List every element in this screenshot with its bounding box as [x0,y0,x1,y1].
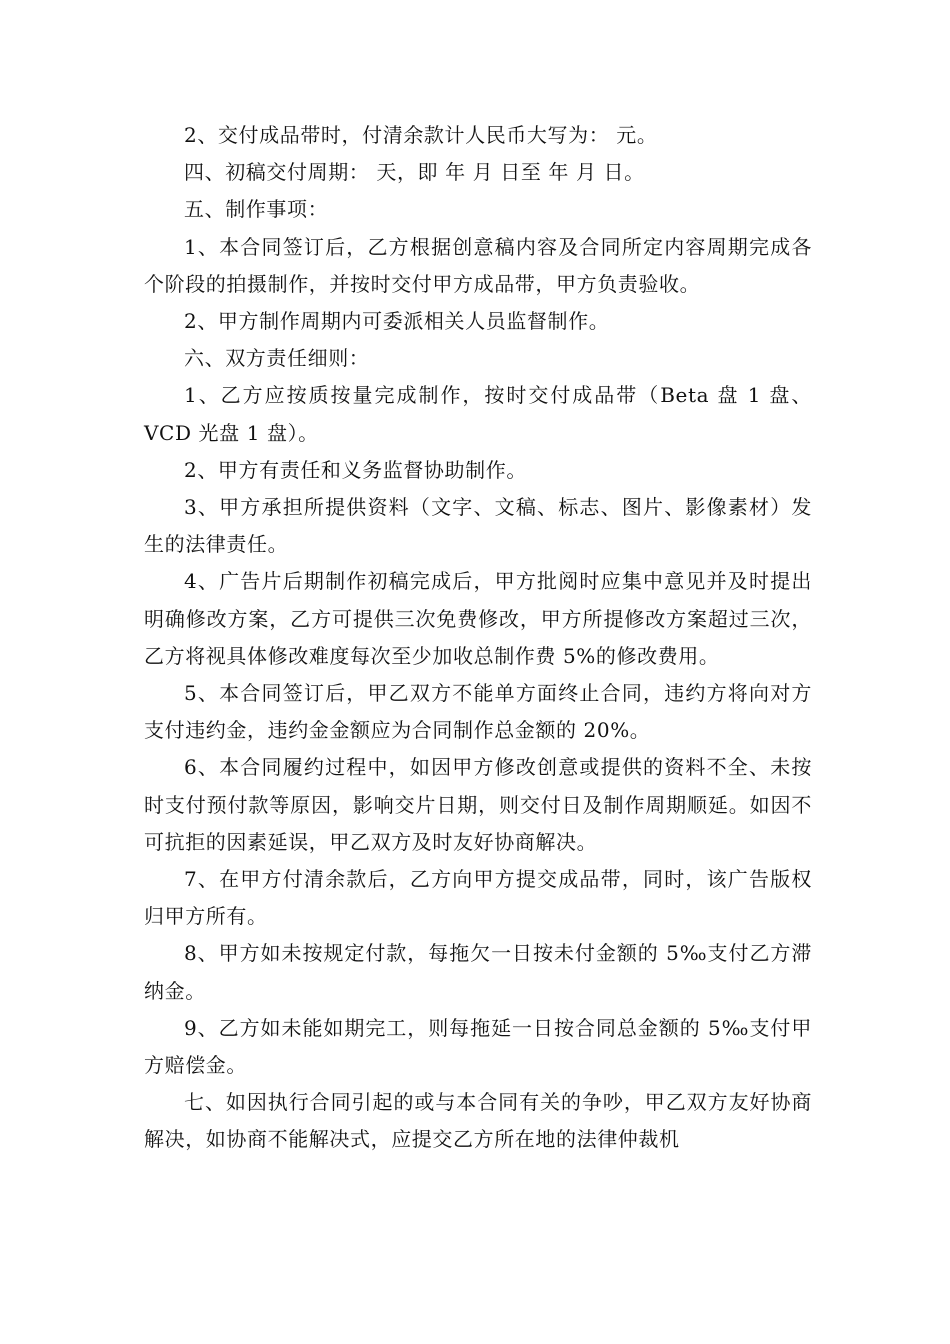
paragraph-responsibility-7: 7、在甲方付清余款后，乙方向甲方提交成品带，同时，该广告版权归甲方所有。 [144,867,812,929]
paragraph-responsibility-4: 4、广告片后期制作初稿完成后，甲方批阅时应集中意见并及时提出明确修改方案，乙方可提供三次免费修改，甲方所提修改方案超过三次，乙方将视具体修改难度每次至少加收总制作费 5%的修改费用。 [144,569,812,668]
paragraph-production-1: 1、本合同签订后，乙方根据创意稿内容及合同所定内容周期完成各个阶段的拍摄制作，并按时交付甲方成品带，甲方负责验收。 [144,234,812,296]
paragraph-responsibility-8: 8、甲方如未按规定付款，每拖欠一日按未付金额的 5‰支付乙方滞纳金。 [144,941,812,1003]
paragraph-responsibility-5: 5、本合同签订后，甲乙双方不能单方面终止合同，违约方将向对方支付违约金，违约金金额应为合同制作总金额的 20%。 [144,681,812,743]
heading-responsibilities: 六、双方责任细则： [184,346,370,371]
paragraph-responsibility-9: 9、乙方如未能如期完工，则每拖延一日按合同总金额的 5‰支付甲方赔偿金。 [144,1015,812,1078]
paragraph-responsibility-3: 3、甲方承担所提供资料（文字、文稿、标志、图片、影像素材）发生的法律责任。 [144,495,812,557]
heading-production-matters: 五、制作事项： [184,197,329,222]
contract-body [144,117,812,1159]
paragraph-production-2: 2、甲方制作周期内可委派相关人员监督制作。 [184,309,610,334]
paragraph-responsibility-6: 6、本合同履约过程中，如因甲方修改创意或提供的资料不全、未按时支付预付款等原因，影响交片日期，则交付日及制作周期顺延。如因不可抗拒的因素延误，甲乙双方及时友好协商解决。 [144,755,812,854]
paragraph-final-payment: 2、交付成品带时，付清余款计人民币大写为： 元。 [184,123,658,147]
paragraph-responsibility-2: 2、甲方有责任和义务监督协助制作。 [184,457,527,482]
paragraph-draft-delivery-period: 四、初稿交付周期： 天，即 年 月 日至 年 月 日。 [184,160,645,185]
paragraph-dispute-resolution: 七、如因执行合同引起的或与本合同有关的争吵，甲乙双方友好协商解决，如协商不能解决式，应提交乙方所在地的法律仲裁机 [144,1090,812,1152]
paragraph-responsibility-1: 1、乙方应按质按量完成制作，按时交付成品带（Beta 盘 1 盘、VCD 光盘 1 盘）。 [144,383,812,445]
